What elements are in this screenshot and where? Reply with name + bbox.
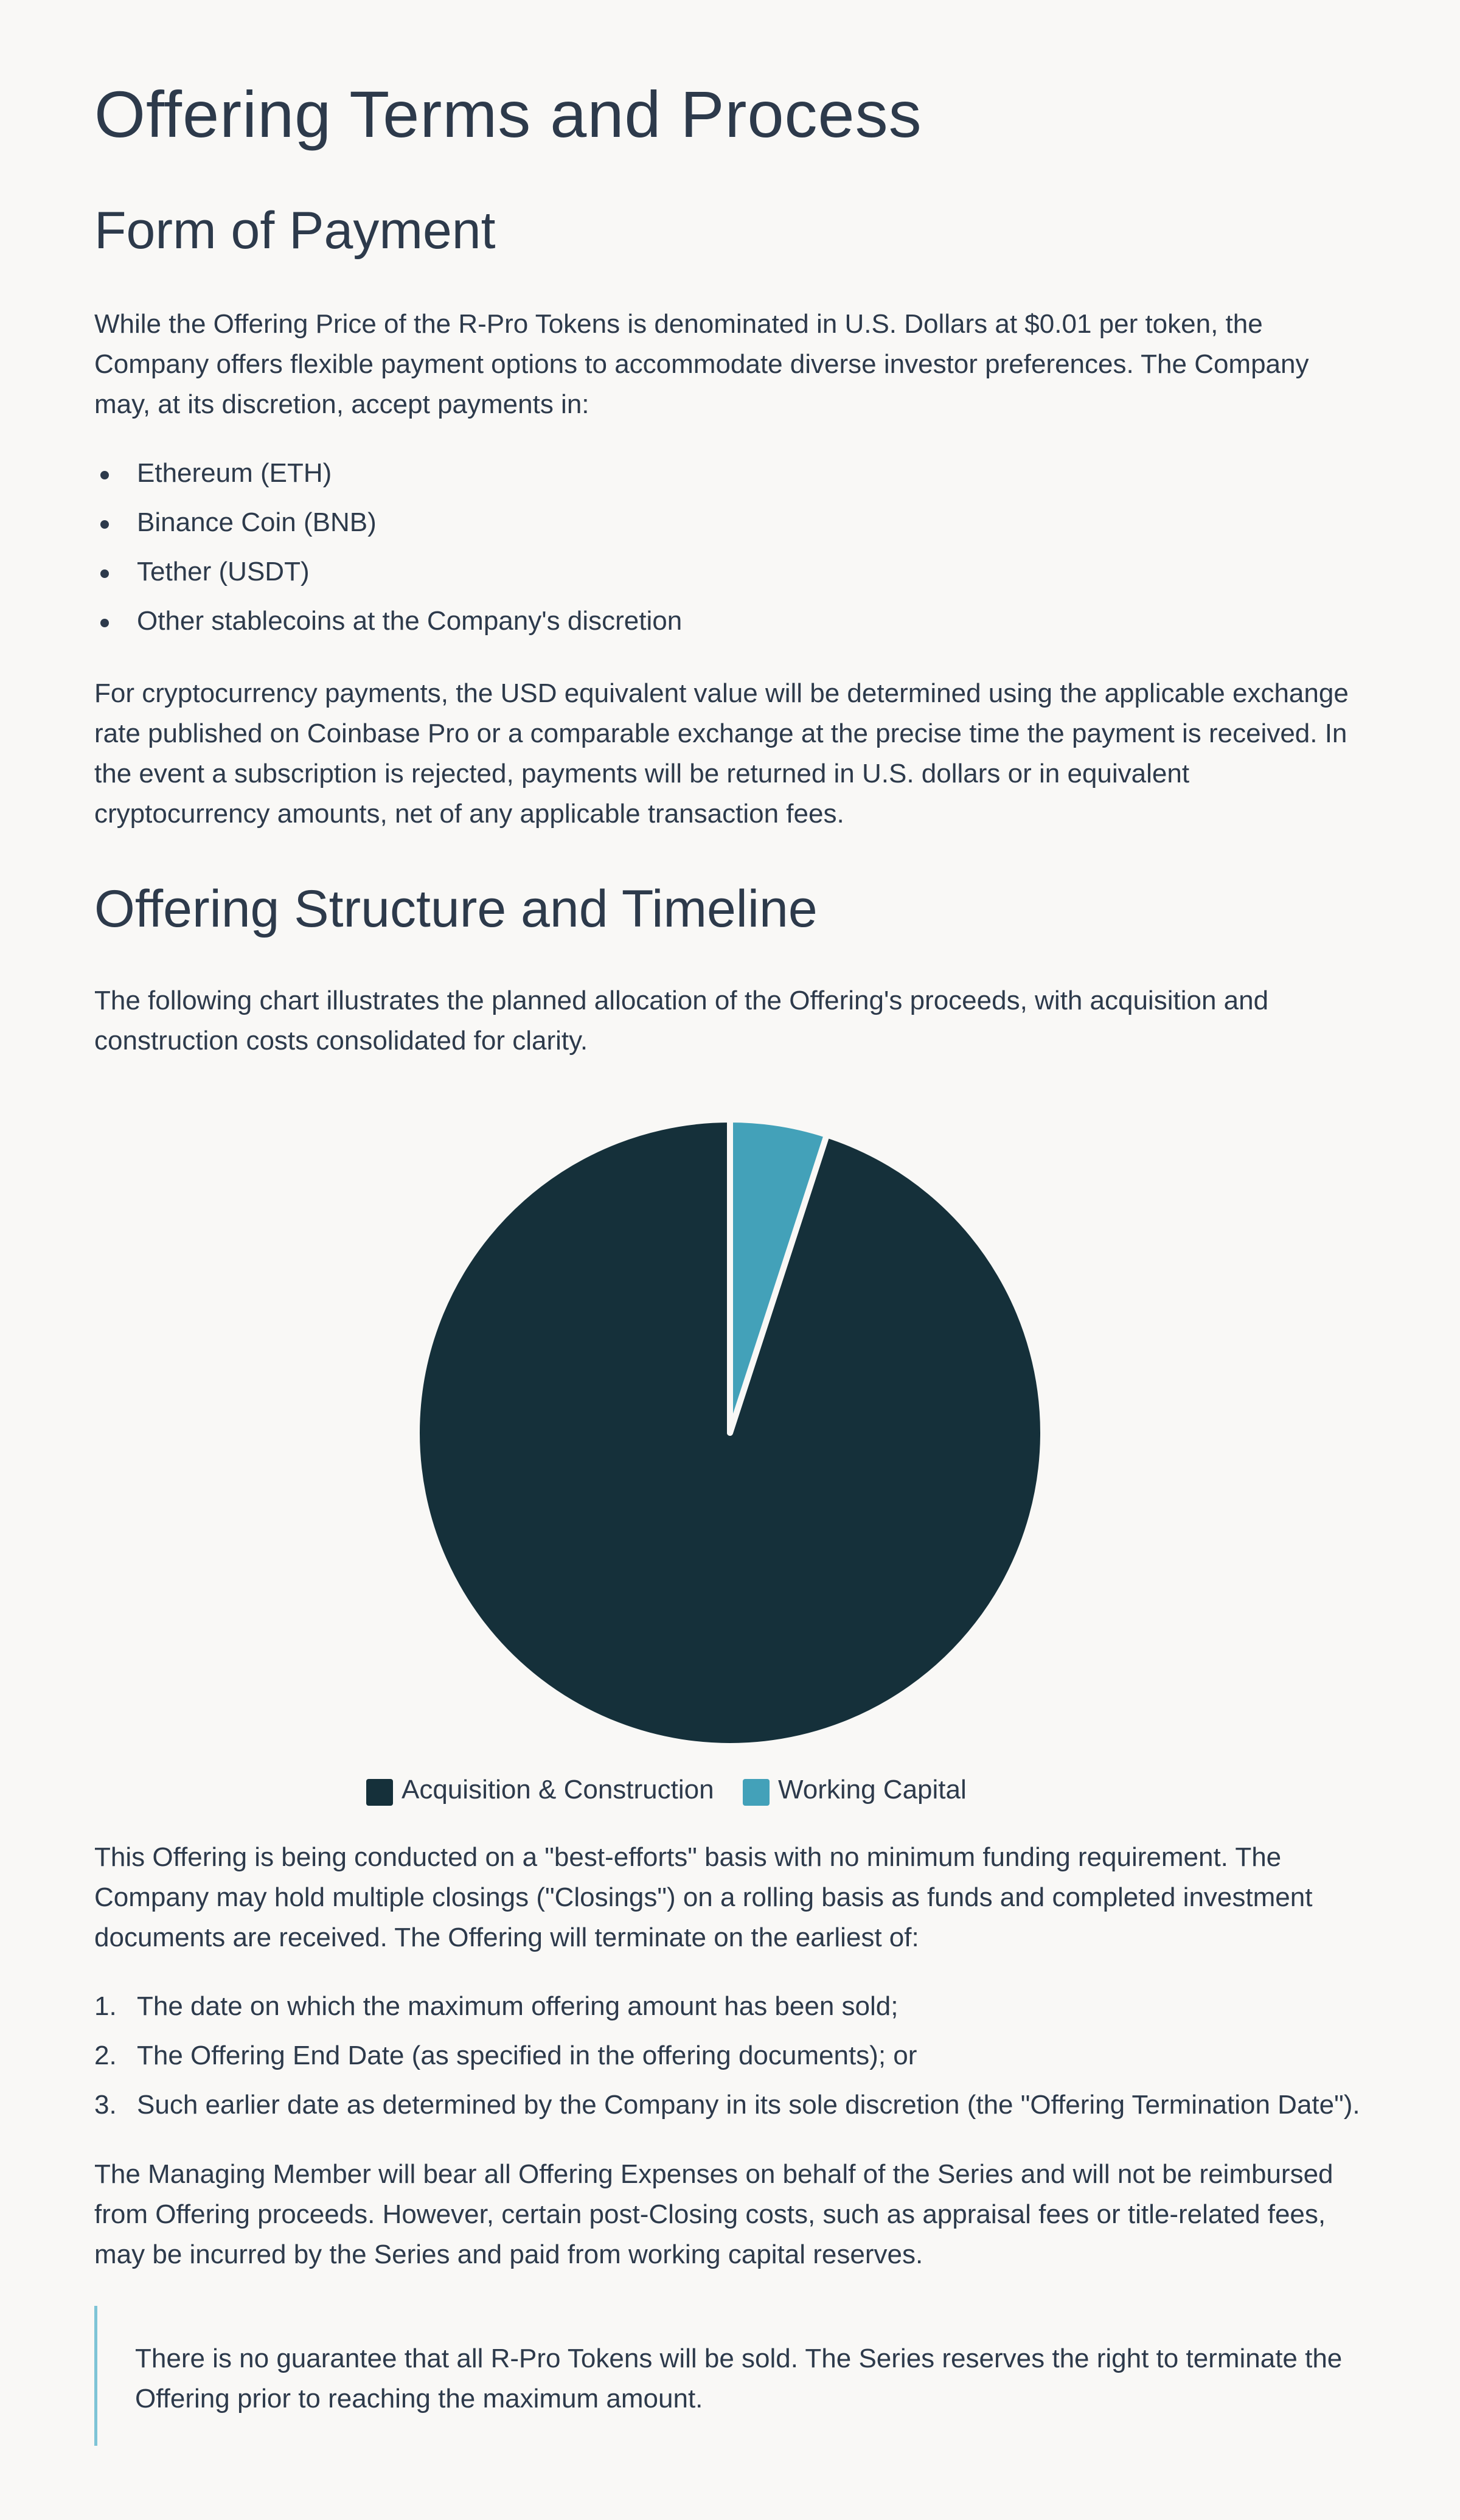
list-item: 2. The Offering End Date (as specified in the offering documents); or xyxy=(94,2036,1372,2085)
list-number: 1. xyxy=(94,1991,117,2021)
list-item: 1. The date on which the maximum offering amount has been sold; xyxy=(94,1986,1372,2036)
section-heading-structure: Offering Structure and Timeline xyxy=(94,880,818,938)
legend-swatch-working-capital xyxy=(743,1779,770,1806)
list-item: Ethereum (ETH) xyxy=(94,453,1372,503)
list-item: Tether (USDT) xyxy=(94,552,1372,601)
legend-swatch-acquisition xyxy=(366,1779,393,1806)
offering-expenses: The Managing Member will bear all Offering Expenses on behalf of the Series and will not be reimbursed from Offering proceeds. However, certain post-Closing costs, such as appraisal fees or title-related fees, may be incurred by the Series and paid from working capital reserves. xyxy=(94,2159,1333,2269)
payment-options-list xyxy=(94,453,1372,650)
structure-intro: The following chart illustrates the planned allocation of the Offering's proceeds, with acquisition and construction costs consolidated for clarity. xyxy=(94,986,1269,1056)
payment-details: For cryptocurrency payments, the USD equivalent value will be determined using the applicable exchange rate published on Coinbase Pro or a comparable exchange at the precise time the payment is received. In the event a subscription is rejected, payments will be returned in U.S. dollars or in equivalent cryptocurrency amounts, net of any applicable transaction fees. xyxy=(94,678,1349,829)
list-number: 2. xyxy=(94,2041,117,2070)
list-item: Binance Coin (BNB) xyxy=(94,503,1372,552)
risk-note-callout xyxy=(94,2306,1375,2446)
allocation-pie-chart xyxy=(94,1107,1372,1752)
offering-basis: This Offering is being conducted on a "best-efforts" basis with no minimum funding requirement. The Company may hold multiple closings ("Closings") on a rolling basis as funds and completed investment documents are received. The Offering will terminate on the earliest of: xyxy=(94,1842,1313,1952)
page-title: Offering Terms and Process xyxy=(94,77,922,151)
payment-intro: While the Offering Price of the R-Pro Tokens is denominated in U.S. Dollars at $0.01 per token, the Company offers flexible payment options to accommodate diverse investor preferences. The Company may, at its discretion, accept payments in: xyxy=(94,309,1309,419)
legend-label: Acquisition & Construction xyxy=(401,1775,714,1805)
chart-legend xyxy=(94,1773,1372,1807)
list-item: 3. Such earlier date as determined by the Company in its sole discretion (the "Offering Termination Date"). xyxy=(94,2085,1372,2134)
list-number: 3. xyxy=(94,2090,117,2120)
section-heading-payment: Form of Payment xyxy=(94,201,496,260)
legend-label: Working Capital xyxy=(778,1775,967,1805)
list-item: Other stablecoins at the Company's discretion xyxy=(94,601,1372,650)
risk-note-text: There is no guarantee that all R-Pro Tokens will be sold. The Series reserves the right to terminate the Offering prior to reaching the maximum amount. xyxy=(135,2344,1343,2414)
termination-list xyxy=(94,1986,1372,2134)
